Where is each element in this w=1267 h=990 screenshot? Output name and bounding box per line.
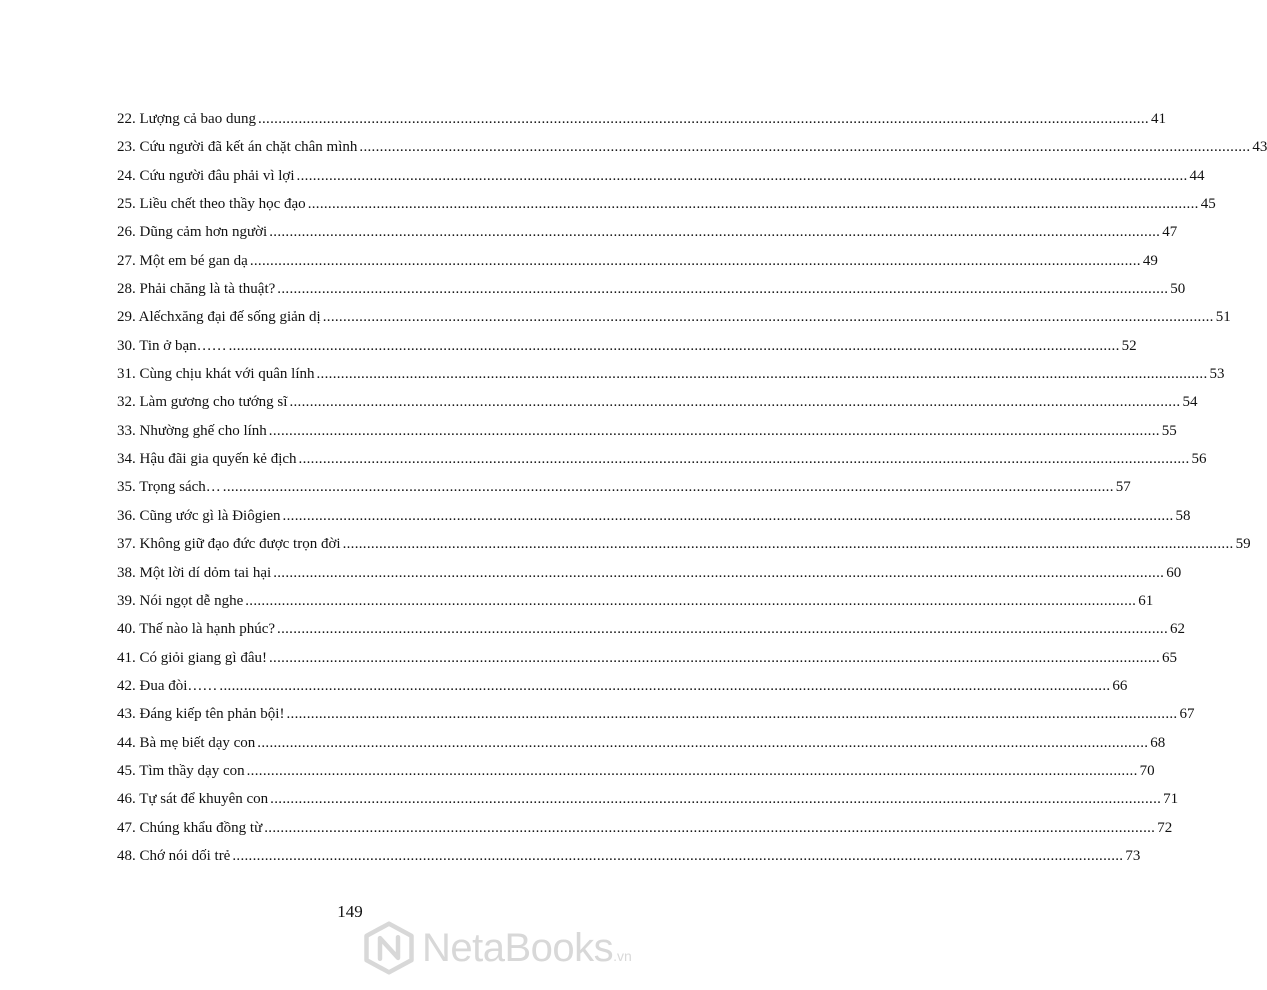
toc-entry-page: 49 bbox=[1142, 252, 1158, 269]
toc-entry bbox=[117, 133, 1267, 161]
toc-entry-page: 43 bbox=[1252, 139, 1267, 156]
toc-leader-dots: ............................................................................................................................................................................................................................ bbox=[228, 337, 1120, 354]
toc-entry-page: 68 bbox=[1150, 734, 1166, 751]
toc-leader-dots: ............................................................................................................................................................................................................................ bbox=[270, 791, 1162, 808]
netabooks-logo-icon bbox=[362, 921, 416, 975]
toc-entry bbox=[117, 530, 1251, 558]
toc-entry-title: 35. Trọng sách… bbox=[117, 479, 221, 496]
toc-entry-title: 45. Tìm thầy dạy con bbox=[117, 762, 245, 779]
toc-entry-page: 44 bbox=[1189, 167, 1205, 184]
toc-entry-title: 27. Một em bé gan dạ bbox=[117, 252, 248, 269]
toc-entry-page: 50 bbox=[1170, 281, 1186, 298]
toc-leader-dots: ............................................................................................................................................................................................................................ bbox=[296, 167, 1188, 184]
toc-entry-page: 71 bbox=[1163, 791, 1179, 808]
toc-entry-page: 60 bbox=[1166, 564, 1182, 581]
toc-leader-dots: ............................................................................................................................................................................................................................ bbox=[219, 677, 1111, 694]
toc-entry-title: 39. Nói ngọt dễ nghe bbox=[117, 592, 244, 609]
toc-entry-page: 70 bbox=[1139, 762, 1155, 779]
toc-entry-title: 36. Cũng ước gì là Điôgien bbox=[117, 507, 281, 524]
toc-entry-page: 57 bbox=[1115, 479, 1131, 496]
toc-entry bbox=[117, 190, 1216, 218]
toc-entry-page: 66 bbox=[1112, 677, 1128, 694]
toc-entry-page: 47 bbox=[1162, 224, 1178, 241]
toc-entry-title: 25. Liều chết theo thầy học đạo bbox=[117, 196, 306, 213]
toc-entry bbox=[117, 275, 1186, 303]
page-number: 149 bbox=[337, 902, 363, 921]
toc-entry bbox=[117, 162, 1205, 190]
toc-entry-page: 54 bbox=[1182, 394, 1198, 411]
toc-entry-page: 61 bbox=[1138, 592, 1154, 609]
toc-entry-title: 26. Dũng cảm hơn người bbox=[117, 224, 268, 241]
toc-leader-dots: ............................................................................................................................................................................................................................ bbox=[264, 819, 1156, 836]
toc-entry bbox=[117, 473, 1131, 501]
toc-leader-dots: ............................................................................................................................................................................................................................ bbox=[269, 649, 1160, 666]
toc-entry-title: 48. Chớ nói dối trẻ bbox=[117, 847, 231, 864]
toc-leader-dots: ............................................................................................................................................................................................................................ bbox=[342, 536, 1234, 553]
toc-entry bbox=[117, 615, 1186, 643]
toc-entry-title: 24. Cứu người đâu phải vì lợi bbox=[117, 167, 295, 184]
toc-entry-page: 59 bbox=[1235, 536, 1251, 553]
toc-entry-page: 67 bbox=[1179, 706, 1195, 723]
toc-leader-dots: ............................................................................................................................................................................................................................ bbox=[307, 196, 1199, 213]
toc-leader-dots: ............................................................................................................................................................................................................................ bbox=[286, 706, 1178, 723]
toc-entry-title: 22. Lượng cả bao dung bbox=[117, 111, 256, 127]
toc-entry-title: 32. Làm gương cho tướng sĩ bbox=[117, 394, 288, 411]
toc-leader-dots: ............................................................................................................................................................................................................................ bbox=[298, 451, 1190, 468]
toc-entry-page: 62 bbox=[1170, 621, 1186, 638]
toc-leader-dots: ............................................................................................................................................................................................................................ bbox=[282, 507, 1174, 524]
toc-entry-page: 58 bbox=[1175, 507, 1191, 524]
table-of-contents bbox=[117, 105, 1267, 870]
toc-entry bbox=[117, 303, 1231, 331]
toc-entry bbox=[117, 332, 1137, 360]
toc-entry bbox=[117, 672, 1128, 700]
toc-entry-title: 41. Có giỏi giang gì đâu! bbox=[117, 649, 267, 666]
toc-leader-dots: ............................................................................................................................................................................................................................ bbox=[269, 224, 1161, 241]
toc-entry-title: 28. Phải chăng là tà thuật? bbox=[117, 281, 276, 298]
toc-leader-dots: ............................................................................................................................................................................................................................ bbox=[277, 621, 1169, 638]
toc-entry-title: 38. Một lời dí dỏm tai hại bbox=[117, 564, 272, 581]
toc-entry-page: 53 bbox=[1209, 366, 1225, 383]
toc-entry bbox=[117, 785, 1179, 813]
toc-leader-dots: ............................................................................................................................................................................................................................ bbox=[249, 252, 1141, 269]
toc-entry-page: 65 bbox=[1162, 649, 1177, 666]
watermark-suffix: .vn bbox=[613, 948, 632, 964]
toc-entry bbox=[117, 502, 1191, 530]
toc-entry-title: 33. Nhường ghế cho lính bbox=[117, 422, 267, 439]
toc-entry bbox=[117, 644, 1177, 672]
toc-entry bbox=[117, 842, 1141, 870]
toc-entry-title: 23. Cứu người đã kết án chặt chân mình bbox=[117, 139, 358, 156]
toc-leader-dots: ............................................................................................................................................................................................................................ bbox=[322, 309, 1214, 326]
toc-entry bbox=[117, 445, 1207, 473]
toc-entry bbox=[117, 757, 1155, 785]
toc-leader-dots: ............................................................................................................................................................................................................................ bbox=[245, 592, 1137, 609]
toc-entry bbox=[117, 247, 1158, 275]
toc-entry-page: 55 bbox=[1161, 422, 1177, 439]
toc-entry-title: 42. Đua đòi…… bbox=[117, 677, 218, 694]
toc-entry-title: 34. Hậu đãi gia quyến kẻ địch bbox=[117, 451, 297, 468]
toc-entry bbox=[117, 559, 1182, 587]
toc-entry-page: 56 bbox=[1191, 451, 1207, 468]
watermark bbox=[362, 918, 692, 978]
toc-leader-dots: ............................................................................................................................................................................................................................ bbox=[246, 762, 1138, 779]
toc-leader-dots: ............................................................................................................................................................................................................................ bbox=[277, 281, 1169, 298]
toc-entry-page: 51 bbox=[1215, 309, 1231, 326]
toc-leader-dots: ............................................................................................................................................................................................................................ bbox=[268, 422, 1160, 439]
toc-entry-page: 73 bbox=[1125, 847, 1141, 864]
toc-entry-title: 30. Tin ở bạn…… bbox=[117, 337, 227, 354]
toc-entry-title: 40. Thế nào là hạnh phúc? bbox=[117, 621, 276, 638]
toc-leader-dots: ............................................................................................................................................................................................................................ bbox=[222, 479, 1114, 496]
toc-entry-title: 29. Alếchxăng đại đế sống giản dị bbox=[117, 309, 321, 326]
toc-leader-dots: ............................................................................................................................................................................................................................ bbox=[257, 734, 1149, 751]
toc-leader-dots: ............................................................................................................................................................................................................................ bbox=[289, 394, 1181, 411]
toc-entry-title: 43. Đáng kiếp tên phản bội! bbox=[117, 706, 285, 723]
toc-entry bbox=[117, 700, 1195, 728]
toc-entry bbox=[117, 218, 1178, 246]
toc-entry-title: 46. Tự sát để khuyên con bbox=[117, 791, 269, 808]
toc-entry bbox=[117, 105, 1166, 133]
toc-entry-page: 45 bbox=[1200, 196, 1216, 213]
toc-entry bbox=[117, 388, 1198, 416]
toc-entry-title: 37. Không giữ đạo đức được trọn đời bbox=[117, 536, 341, 553]
watermark-brand: NetaBooks bbox=[422, 925, 614, 970]
toc-entry-title: 31. Cùng chịu khát với quân lính bbox=[117, 366, 315, 383]
toc-entry bbox=[117, 360, 1225, 388]
toc-entry bbox=[117, 729, 1166, 757]
toc-leader-dots: ............................................................................................................................................................................................................................ bbox=[316, 366, 1208, 383]
toc-leader-dots: ............................................................................................................................................................................................................................ bbox=[232, 847, 1124, 864]
toc-leader-dots: ............................................................................................................................................................................................................................ bbox=[257, 111, 1149, 127]
toc-leader-dots: ............................................................................................................................................................................................................................ bbox=[359, 139, 1251, 156]
toc-entry-page: 41 bbox=[1150, 111, 1166, 127]
toc-entry bbox=[117, 417, 1177, 445]
toc-entry bbox=[117, 587, 1154, 615]
toc-entry-page: 72 bbox=[1157, 819, 1173, 836]
toc-entry-page: 52 bbox=[1121, 337, 1137, 354]
toc-entry-title: 44. Bà mẹ biết dạy con bbox=[117, 734, 256, 751]
toc-entry bbox=[117, 814, 1173, 842]
toc-entry-title: 47. Chúng khẩu đồng từ bbox=[117, 819, 263, 836]
toc-leader-dots: ............................................................................................................................................................................................................................ bbox=[273, 564, 1165, 581]
